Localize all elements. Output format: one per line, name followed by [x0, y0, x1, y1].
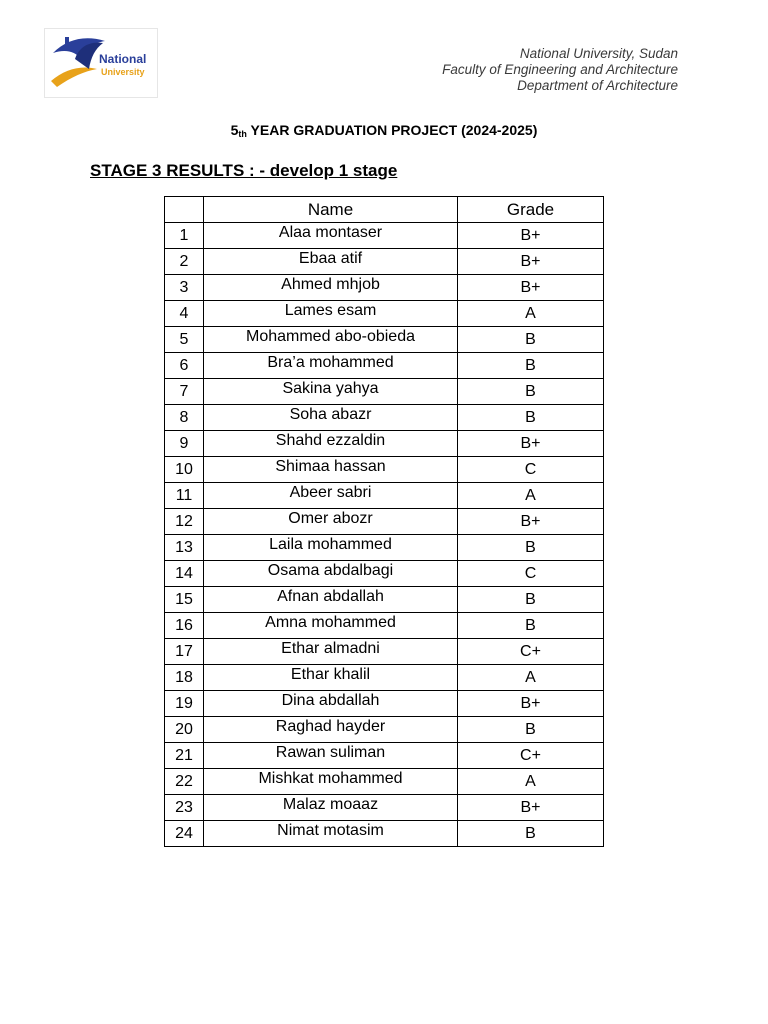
- table-row: [165, 457, 604, 483]
- student-name: Omer abozr: [204, 509, 458, 535]
- row-number: 14: [165, 561, 204, 587]
- student-name: Dina abdallah: [204, 691, 458, 717]
- student-name: Bra’a mohammed: [204, 353, 458, 379]
- table-row: [165, 665, 604, 691]
- project-title: [0, 122, 768, 139]
- svg-text:National: National: [99, 52, 147, 66]
- university-logo: [44, 28, 158, 98]
- student-grade: B+: [458, 795, 604, 821]
- table-row: [165, 743, 604, 769]
- student-grade: B: [458, 535, 604, 561]
- table-row: [165, 275, 604, 301]
- student-name: Alaa montaser: [204, 223, 458, 249]
- student-grade: C: [458, 457, 604, 483]
- table-row: [165, 795, 604, 821]
- student-grade: C: [458, 561, 604, 587]
- row-number: 21: [165, 743, 204, 769]
- student-name: Ethar khalil: [204, 665, 458, 691]
- table-row: [165, 431, 604, 457]
- table-row: [165, 717, 604, 743]
- table-row: [165, 691, 604, 717]
- student-name: Ebaa atif: [204, 249, 458, 275]
- student-name: Rawan suliman: [204, 743, 458, 769]
- student-grade: B+: [458, 509, 604, 535]
- table-row: [165, 249, 604, 275]
- table-row: [165, 301, 604, 327]
- row-number: 3: [165, 275, 204, 301]
- results-table: [164, 196, 604, 847]
- student-name: Shimaa hassan: [204, 457, 458, 483]
- student-name: Afnan abdallah: [204, 587, 458, 613]
- row-number: 17: [165, 639, 204, 665]
- student-name: Amna mohammed: [204, 613, 458, 639]
- table-row: [165, 769, 604, 795]
- row-number: 1: [165, 223, 204, 249]
- student-name: Mohammed abo-obieda: [204, 327, 458, 353]
- student-grade: B+: [458, 275, 604, 301]
- row-number: 19: [165, 691, 204, 717]
- department-name: Department of Architecture: [517, 78, 678, 93]
- row-number: 5: [165, 327, 204, 353]
- table-row: [165, 223, 604, 249]
- student-name: Lames esam: [204, 301, 458, 327]
- student-name: Abeer sabri: [204, 483, 458, 509]
- header-grade: Grade: [458, 197, 604, 223]
- student-grade: A: [458, 483, 604, 509]
- table-row: [165, 613, 604, 639]
- row-number: 20: [165, 717, 204, 743]
- row-number: 8: [165, 405, 204, 431]
- table-row: [165, 379, 604, 405]
- student-name: Mishkat mohammed: [204, 769, 458, 795]
- stage-title: STAGE 3 RESULTS : - develop 1 stage: [90, 161, 398, 180]
- table-row: [165, 561, 604, 587]
- student-grade: B+: [458, 249, 604, 275]
- table-row: [165, 639, 604, 665]
- row-number: 24: [165, 821, 204, 847]
- student-grade: B: [458, 379, 604, 405]
- student-grade: C+: [458, 639, 604, 665]
- student-grade: B: [458, 717, 604, 743]
- row-number: 10: [165, 457, 204, 483]
- institution-header: [442, 46, 678, 94]
- header-name: Name: [204, 197, 458, 223]
- student-grade: B+: [458, 223, 604, 249]
- student-name: Shahd ezzaldin: [204, 431, 458, 457]
- table-row: [165, 535, 604, 561]
- row-number: 18: [165, 665, 204, 691]
- student-name: Osama abdalbagi: [204, 561, 458, 587]
- student-grade: B: [458, 613, 604, 639]
- header-number: [165, 197, 204, 223]
- student-name: Raghad hayder: [204, 717, 458, 743]
- student-grade: B: [458, 327, 604, 353]
- row-number: 2: [165, 249, 204, 275]
- student-grade: B+: [458, 431, 604, 457]
- student-grade: A: [458, 665, 604, 691]
- student-name: Malaz moaaz: [204, 795, 458, 821]
- student-grade: B: [458, 587, 604, 613]
- student-grade: C+: [458, 743, 604, 769]
- year-suffix: th: [238, 129, 247, 139]
- year-number: 5: [230, 122, 239, 138]
- table-row: [165, 821, 604, 847]
- university-name: National University, Sudan: [519, 46, 678, 61]
- student-name: Laila mohammed: [204, 535, 458, 561]
- row-number: 7: [165, 379, 204, 405]
- table-row: [165, 327, 604, 353]
- student-name: Sakina yahya: [204, 379, 458, 405]
- row-number: 11: [165, 483, 204, 509]
- student-name: Ethar almadni: [204, 639, 458, 665]
- row-number: 12: [165, 509, 204, 535]
- row-number: 22: [165, 769, 204, 795]
- faculty-name: Faculty of Engineering and Architecture: [442, 62, 678, 77]
- table-row: [165, 483, 604, 509]
- row-number: 9: [165, 431, 204, 457]
- table-row: [165, 405, 604, 431]
- table-row: [165, 587, 604, 613]
- student-grade: B: [458, 405, 604, 431]
- project-title-text: YEAR GRADUATION PROJECT (2024-2025): [246, 122, 538, 138]
- student-grade: A: [458, 769, 604, 795]
- row-number: 23: [165, 795, 204, 821]
- student-grade: A: [458, 301, 604, 327]
- table-header-row: [165, 197, 604, 223]
- row-number: 13: [165, 535, 204, 561]
- student-name: Ahmed mhjob: [204, 275, 458, 301]
- row-number: 16: [165, 613, 204, 639]
- student-name: Nimat motasim: [204, 821, 458, 847]
- student-grade: B: [458, 353, 604, 379]
- svg-text:University: University: [101, 67, 145, 77]
- student-grade: B+: [458, 691, 604, 717]
- row-number: 15: [165, 587, 204, 613]
- student-grade: B: [458, 821, 604, 847]
- table-row: [165, 353, 604, 379]
- row-number: 6: [165, 353, 204, 379]
- student-name: Soha abazr: [204, 405, 458, 431]
- row-number: 4: [165, 301, 204, 327]
- table-row: [165, 509, 604, 535]
